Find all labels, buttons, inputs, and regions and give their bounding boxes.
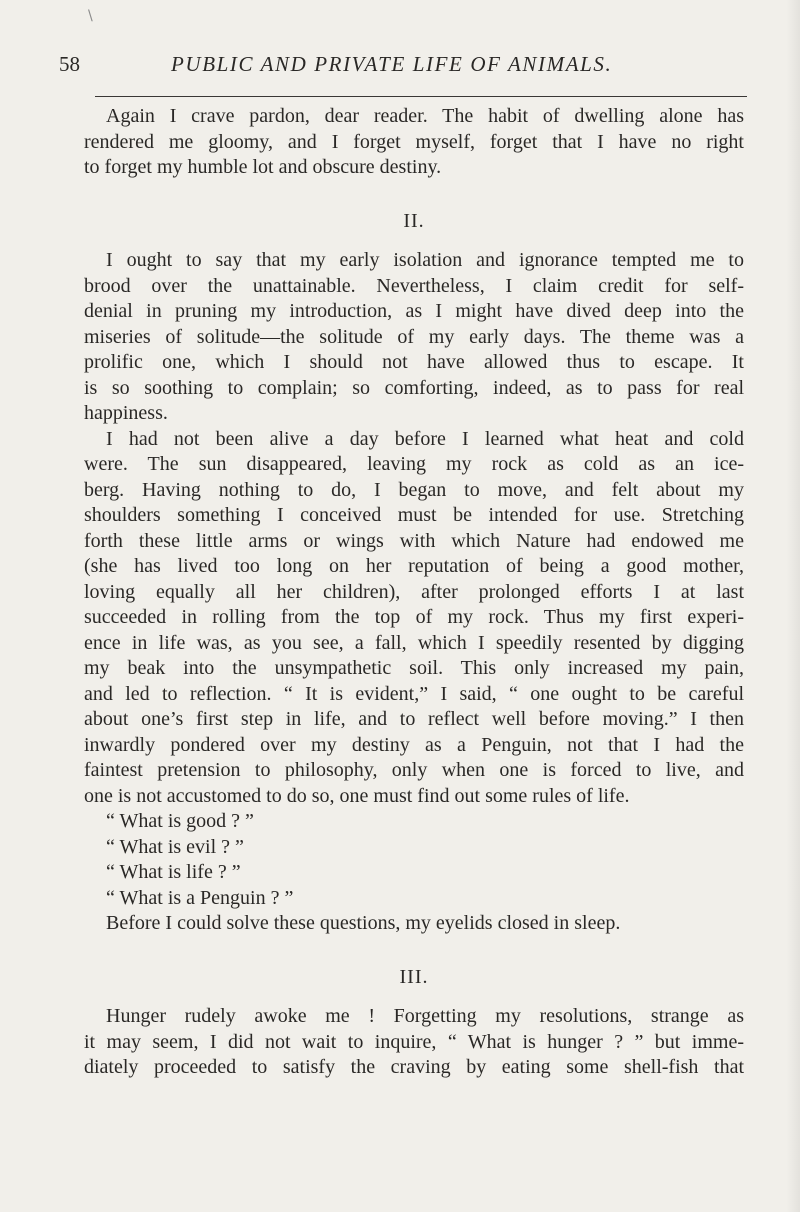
question-list — [84, 809, 744, 911]
question-line: “ What is good ? ” — [106, 810, 254, 832]
running-head — [59, 48, 759, 80]
text-line: forth these little arms or wings with which Nature had endowed me — [84, 529, 744, 552]
question-line: “ What is life ? ” — [106, 861, 241, 883]
text-line: loving equally all her children), after prolonged efforts I at last — [84, 580, 744, 603]
header-rule — [95, 96, 747, 97]
text-line: Before I could solve these questions, my eyelids closed in sleep. — [106, 912, 621, 934]
text-line: succeeded in rolling from the top of my rock. Thus my first experi- — [84, 606, 744, 628]
text-line: shoulders something I conceived must be intended for use. Stretching — [84, 504, 744, 526]
spacer — [84, 937, 744, 965]
running-title: PUBLIC AND PRIVATE LIFE OF ANIMALS. — [171, 52, 613, 76]
spacer — [84, 990, 744, 1004]
text-line: is so soothing to complain; so comforting, indeed, as to pass for real — [84, 376, 744, 399]
section-heading-2: II. — [403, 209, 425, 232]
text-line: I had not been alive a day before I learned what heat and cold — [106, 427, 744, 450]
text-line: I ought to say that my early isolation and ignorance tempted me to — [106, 249, 744, 271]
text-line: my beak into the unsympathetic soil. This only increased my pain, — [84, 657, 744, 679]
text-line: ence in life was, as you see, a fall, which I speedily resented by digging — [84, 631, 744, 654]
paragraph-5 — [84, 1004, 744, 1081]
section-heading-3: III. — [399, 965, 429, 988]
spacer — [84, 181, 744, 209]
page-edge-shadow — [786, 0, 800, 1212]
page-number: 58 — [59, 52, 80, 76]
text-line: one is not accustomed to do so, one must find out some rules of life. — [84, 784, 630, 807]
text-line: about one’s first step in life, and to reflect well before moving.” I then — [84, 708, 744, 730]
paragraph-1 — [84, 104, 744, 181]
body-text — [84, 104, 744, 1081]
question-line: “ What is a Penguin ? ” — [106, 886, 294, 909]
question-line: “ What is evil ? ” — [106, 835, 244, 858]
text-line: prolific one, which I should not have allowed thus to escape. It — [84, 351, 744, 373]
text-line: diately proceeded to satisfy the craving by eating some shell-fish that — [84, 1056, 744, 1078]
spacer — [84, 234, 744, 248]
text-line: Hunger rudely awoke me ! Forgetting my resolutions, strange as — [106, 1005, 744, 1027]
text-line: (she has lived too long on her reputation of being a good mother, — [84, 555, 744, 577]
paragraph-3 — [84, 427, 744, 810]
corner-mark: \ — [88, 8, 93, 24]
text-line: and led to reflection. “ It is evident,” I said, “ one ought to be careful — [84, 682, 744, 705]
paragraph-2 — [84, 248, 744, 427]
text-line: brood over the unattainable. Nevertheless, I claim credit for self- — [84, 274, 744, 297]
text-line: miseries of solitude—the solitude of my early days. The theme was a — [84, 325, 744, 348]
text-line: to forget my humble lot and obscure destiny. — [84, 156, 442, 178]
text-line: Again I crave pardon, dear reader. The habit of dwelling alone has — [106, 105, 744, 127]
text-line: were. The sun disappeared, leaving my rock as cold as an ice- — [84, 453, 744, 475]
text-line: happiness. — [84, 402, 168, 424]
text-line: faintest pretension to philosophy, only when one is forced to live, and — [84, 759, 744, 781]
text-line: inwardly pondered over my destiny as a Penguin, not that I had the — [84, 733, 744, 756]
text-line: denial in pruning my introduction, as I might have dived deep into the — [84, 300, 744, 322]
text-line: rendered me gloomy, and I forget myself, forget that I have no right — [84, 130, 744, 153]
paragraph-4 — [84, 911, 744, 937]
text-line: berg. Having nothing to do, I began to move, and felt about my — [84, 478, 744, 501]
text-line: it may seem, I did not wait to inquire, “ What is hunger ? ” but imme- — [84, 1030, 744, 1053]
